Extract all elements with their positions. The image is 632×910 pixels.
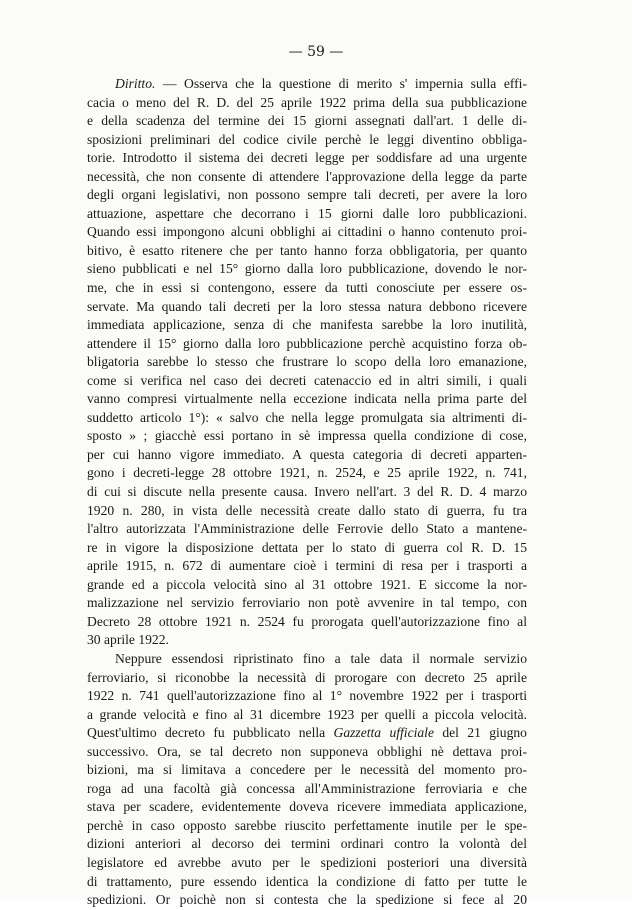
text-line: me, che in essi si contengono, essere da tutti conosciute per essere os- (87, 280, 527, 296)
text-line: grande ed a piccola velocità sino al 31 ottobre 1921. E siccome la nor- (87, 576, 527, 592)
text-line: dizioni anteriori al decorso dei termini ordinari contro la volontà del (87, 836, 527, 852)
text-line: Neppure essendosi ripristinato fino a tale data il normale servizio (115, 650, 527, 666)
text-line: attuazione, aspettare che decorrano i 15 giorni dalle loro pubblicazioni. (87, 205, 527, 221)
text-line: bitivo, è esatto ritenere che per tanto hanno forza obbligatoria, per quanto (87, 242, 527, 258)
text-line: roga ad una facoltà già concessa all'Amministrazione ferroviaria e che (87, 780, 527, 796)
text-line: Decreto 28 ottobre 1921 n. 2524 fu prorogata quell'autorizzazione fino al (87, 613, 527, 629)
text-line: vanno compresi virtualmente nella eccezione indicata nella prima parte del (87, 391, 527, 407)
text-line: Quando essi impongono alcuni obblighi ai cittadini o hanno contenuto proi- (87, 224, 527, 240)
text-line: di cui si discute nella presente causa. Invero nell'art. 3 del R. D. 4 marzo (87, 484, 527, 500)
text-line: spedizioni. Or poichè non si contesta che la spedizione si fece al 20 (87, 892, 527, 908)
text-line: immediata applicazione, senza di che manifesta sarebbe la loro inutilità, (87, 317, 527, 333)
text-line: l'altro autorizzata l'Amministrazione delle Ferrovie dello Stato a mantene- (87, 521, 527, 537)
text-line: servate. Ma quando tali decreti per la loro stessa natura debbono ricevere (87, 298, 527, 314)
text-line: Quest'ultimo decreto fu pubblicato nella Gazzetta ufficiale del 21 giugno (87, 725, 527, 741)
text-line: cacia o meno del R. D. del 25 aprile 1922 prima della sua pubblicazione (87, 94, 527, 110)
text-line: a grande velocità e fino al 31 dicembre 1923 per quelli a piccola velocità. (87, 706, 527, 722)
text-line: aprile 1915, n. 672 di aumentare cioè i termini di resa per i trasporti a (87, 558, 527, 574)
text-line: bizioni, ma si limitava a concedere per le necessità del momento pro- (87, 762, 527, 778)
text-line: per cui hanno vigore immediato. A questa categoria di decreti apparten- (87, 446, 527, 462)
text-line: come si verifica nel caso dei decreti catenaccio ed in altri simili, i quali (87, 372, 527, 388)
body-text (87, 75, 527, 910)
text-line: ferroviario, si riconobbe la necessità di prorogare con decreto 25 aprile (87, 669, 527, 685)
text-line: attendere il 15° giorno dalla loro pubblicazione perchè acquistino forza ob- (87, 335, 527, 351)
text-line: re in vigore la disposizione dettata per lo stato di guerra col R. D. 15 (87, 539, 527, 555)
text-line: 1920 n. 280, in vista delle necessità create dallo stato di guerra, fu tra (87, 502, 527, 518)
text-line: torie. Introdotto il sistema dei decreti legge per soddisfare ad una urgente (87, 150, 527, 166)
text-line: sposto » ; giacchè essi portano in sè impressa quella condizione di cose, (87, 428, 527, 444)
text-line: legislatore ed avrebbe avuto per le spedizioni posteriori una diversità (87, 854, 527, 870)
text-line: sposizioni preliminari del codice civile perchè le leggi diventino obbliga- (87, 131, 527, 147)
text-line: Diritto. — Osserva che la questione di merito s' impernia sulla effi- (115, 76, 527, 91)
text-line: perchè in caso opposto sarebbe riuscito perfettamente inutile per le spe- (87, 817, 527, 833)
text-line: e della scadenza del termine dei 15 giorni assegnati dall'art. 1 delle di- (87, 113, 527, 129)
text-line: bligatoria sarebbe lo stesso che frustrare lo scopo della loro emanazione, (87, 354, 527, 370)
text-line: 30 aprile 1922. (87, 632, 169, 648)
text-line: malizzazione nel servizio ferroviario non potè avvenire in tal tempo, con (87, 595, 527, 611)
text-line: successivo. Ora, se tal decreto non supponeva obblighi nè dettava proi- (87, 743, 527, 759)
text-line: suddetto articolo 1°): « salvo che nella legge promulgata sia altrimenti di- (87, 409, 527, 425)
text-line: di trattamento, pure essendo identica la condizione di fatto per tutte le (87, 873, 527, 889)
text-line: stava per scadere, evidentemente doveva ricevere immediata applicazione, (87, 799, 527, 815)
text-line: degli organi legislativi, non possono sempre tali decreti, per avere la loro (87, 187, 527, 203)
text-line: 1922 n. 741 quell'autorizzazione fino al 1° novembre 1922 per i trasporti (87, 688, 527, 704)
text-line: sieno pubblicati e nel 15° giorno dalla loro pubblicazione, dovendo le nor- (87, 261, 527, 277)
page-number: — 59 — (288, 44, 344, 60)
text-line: gono i decreti-legge 28 ottobre 1921, n. 2524, e 25 aprile 1922, n. 741, (87, 465, 527, 481)
text-line: necessità, che non consente di attendere l'approvazione della legge da parte (87, 168, 527, 184)
